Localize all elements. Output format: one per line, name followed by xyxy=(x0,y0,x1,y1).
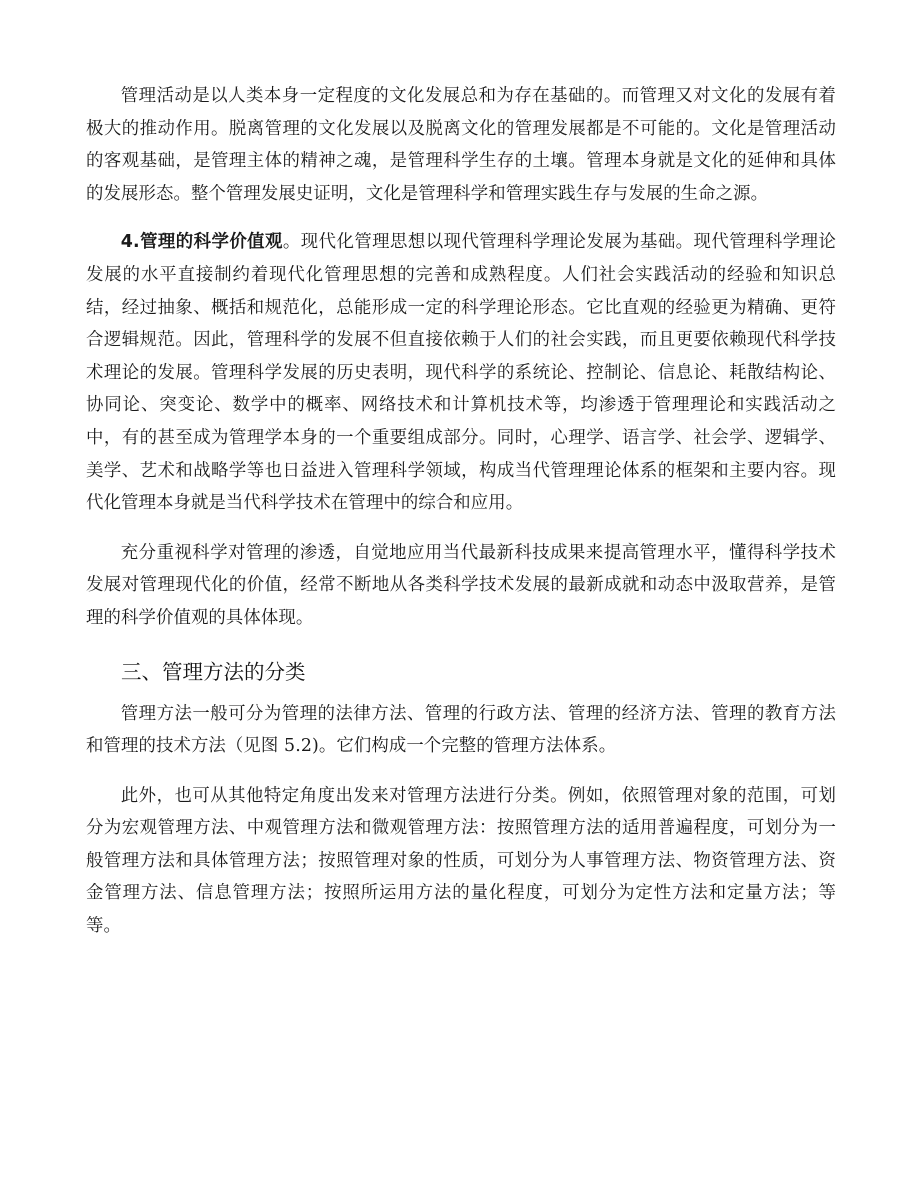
paragraph-other-classifications: 此外，也可从其他特定角度出发来对管理方法进行分类。例如，依照管理对象的范围，可划分为宏观管理方法、中观管理方法和微观管理方法：按照管理方法的适用普遍程度，可划分为一般管理方法和具体管理方法；按照管理对象的性质，可划分为人事管理方法、物资管理方法、资金管理方法、信息管理方法；按照所运用方法的量化程度，可划分为定性方法和定量方法；等等。 xyxy=(86,785,836,937)
paragraph-culture: 管理活动是以人类本身一定程度的文化发展总和为存在基础的。而管理又对文化的发展有着极大的推动作用。脱离管理的文化发展以及脱离文化的管理发展都是不可能的。文化是管理活动的客观基础，是管理主体的精神之魂，是管理科学生存的土壤。管理本身就是文化的延伸和具体的发展形态。整个管理发展史证明，文化是管理科学和管理实践生存与发展的生命之源。 xyxy=(86,86,836,204)
paragraph-method-types: 管理方法一般可分为管理的法律方法、管理的行政方法、管理的经济方法、管理的教育方法和管理的技术方法（见图 5.2)。它们构成一个完整的管理方法体系。 xyxy=(86,703,836,757)
science-values-lead-in: 4.管理的科学价值观 xyxy=(120,232,283,253)
science-values-body: 。现代化管理思想以现代管理科学理论发展为基础。现代管理科学理论发展的水平直接制约着现代化管理思想的完善和成熟程度。人们社会实践活动的经验和知识总结，经过抽象、概括和规范化，总能形成一定的科学理论形态。它比直观的经验更为精确、更符合逻辑规范。因此，管理科学的发展不但直接依赖于人们的社会实践，而且更要依赖现代科学技术理论的发展。管理科学发展的历史表明，现代科学的系统论、控制论、信息论、耗散结构论、协同论、突变论、数学中的概率、网络技术和计算机技术等，均渗透于管理理论和实践活动之中，有的甚至成为管理学本身的一个重要组成部分。同时，心理学、语言学、社会学、逻辑学、美学、艺术和战略学等也日益进入管理科学领域，构成当代管理理论体系的框架和主要内容。现代化管理本身就是当代科学技术在管理中的综合和应用。 xyxy=(86,232,836,514)
document-page xyxy=(86,80,836,943)
paragraph-science-values xyxy=(86,226,836,519)
paragraph-science-emphasis: 充分重视科学对管理的渗透，自觉地应用当代最新科技成果来提高管理水平，懂得科学技术发展对管理现代化的价值，经常不断地从各类科学技术发展的最新成就和动态中汲取营养，是管理的科学价值观的具体体现。 xyxy=(86,542,836,628)
section-heading: 三、管理方法的分类 xyxy=(121,659,306,684)
